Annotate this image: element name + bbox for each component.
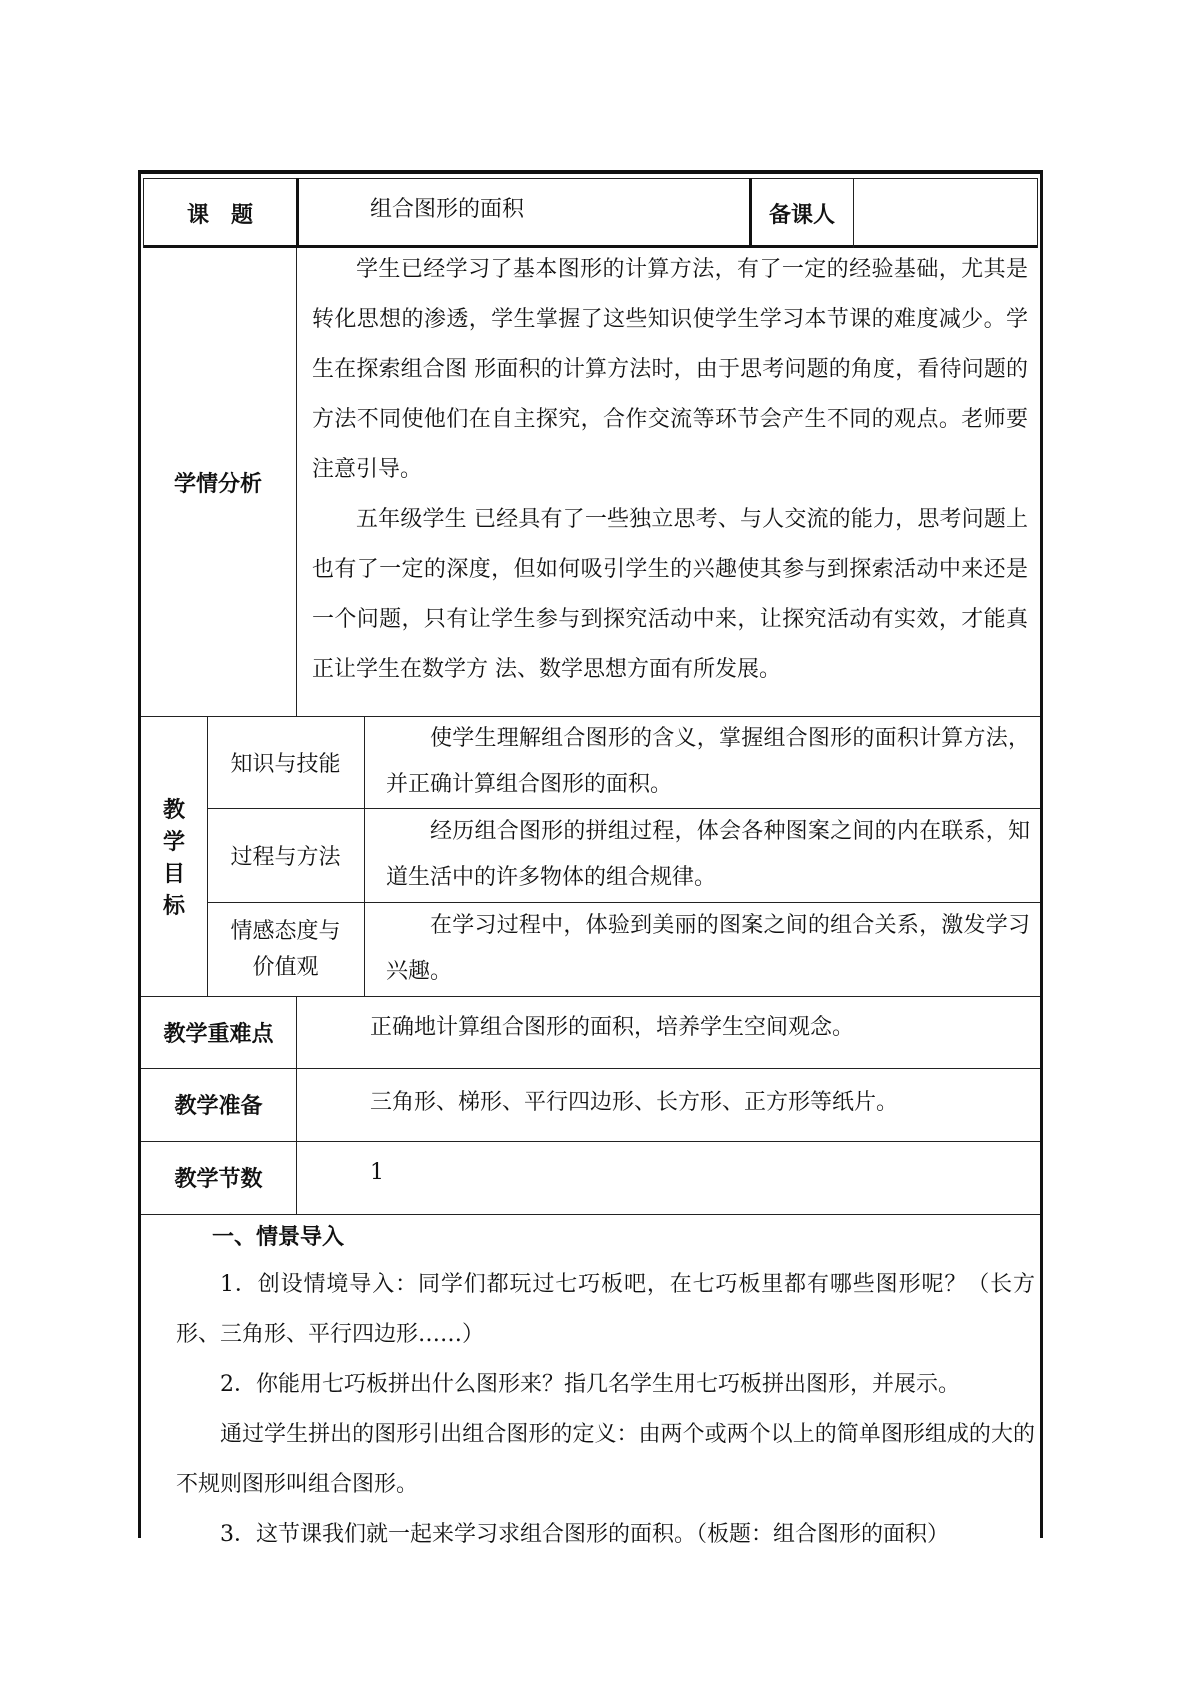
objective-attitude-text [386, 903, 1030, 996]
analysis-paragraph: 学生已经学习了基本图形的计算方法，有了一定的经验基础，尤其是转化思想的渗透，学生掌握了这些知识使学生学习本节课的难度减少。学生在探索组合图 形面积的计算方法时，由于思考问题的角度，看待问题的方法不同使他们在自主探究，合作交流等环节会产生不同的观点。老师要注意引导。 [312, 257, 1028, 482]
preparer-label: 备课人 [768, 202, 835, 228]
topic-value: 组合图形的面积 [370, 197, 525, 222]
learner-analysis-content [312, 245, 1028, 715]
objective-attitude-label-line: 情感态度与 [230, 918, 341, 944]
lower-divider [296, 996, 297, 1214]
process-item: 2．你能用七巧板拼出什么图形来？指几名学生用七巧板拼出图形，并展示。 [220, 1372, 960, 1397]
analysis-paragraph: 五年级学生 已经具有了一些独立思考、与人交流的能力，思考问题上也有了一定的深度，但如何吸引学生的兴趣使其参与到探索活动中来还是一个问题，只有让学生参与到探究活动中来，让探究活动有实效，才能真正让学生在数学方 法、数学思想方面有所发展。 [312, 507, 1028, 682]
header-inner-top-border [143, 178, 1038, 179]
objective-process-paragraph: 经历组合图形的拼组过程，体会各种图案之间的内在联系，知道生活中的许多物体的组合规律。 [386, 819, 1030, 890]
header-inner-right-border [1037, 178, 1038, 248]
preparation-value: 三角形、梯形、平行四边形、长方形、正方形等纸片。 [370, 1090, 899, 1115]
objectives-divider-2 [364, 716, 365, 996]
objective-attitude-paragraph: 在学习过程中，体验到美丽的图案之间的组合关系，激发学习兴趣。 [386, 913, 1030, 984]
header-divider-1 [296, 178, 299, 248]
objective-attitude-label [208, 903, 363, 996]
teaching-process [176, 1216, 1035, 1547]
objective-attitude-label-line: 价值观 [252, 954, 319, 980]
topic-label: 课 题 [186, 202, 253, 228]
objective-knowledge-paragraph: 使学生理解组合图形的含义，掌握组合图形的面积计算方法，并正确计算组合图形的面积。 [386, 726, 1030, 797]
objectives-label-char: 标 [162, 893, 185, 919]
header-inner-left-border [143, 178, 144, 248]
objective-process-text [386, 809, 1030, 902]
process-heading: 一、情景导入 [212, 1225, 345, 1250]
objective-process-label: 过程与方法 [230, 845, 341, 870]
objectives-label-char: 学 [162, 829, 185, 855]
analysis-divider [296, 248, 297, 716]
process-item: 3．这节课我们就一起来学习求组合图形的面积。（板题：组合图形的面积） [220, 1522, 949, 1547]
periods-bottom-border [141, 1214, 1040, 1215]
objective-knowledge-label: 知识与技能 [230, 751, 341, 777]
key-points-value: 正确地计算组合图形的面积，培养学生空间观念。 [370, 1015, 855, 1040]
key-points-label: 教学重难点 [163, 1021, 274, 1047]
objective-knowledge-text [386, 716, 1030, 808]
process-item: 通过学生拼出的图形引出组合图形的定义：由两个或两个以上的简单图形组成的大的不规则图形叫组合图形。 [176, 1422, 1035, 1497]
periods-label: 教学节数 [174, 1167, 263, 1192]
process-item: 1．创设情境导入：同学们都玩过七巧板吧，在七巧板里都有哪些图形呢？（长方形、三角形、平行四边形……） [176, 1272, 1035, 1347]
preparation-label: 教学准备 [174, 1094, 263, 1119]
periods-value: 1 [370, 1160, 384, 1185]
learner-analysis-label: 学情分析 [173, 471, 262, 497]
objectives-label-char: 目 [162, 861, 185, 887]
objectives-label-char: 教 [162, 797, 185, 823]
objectives-label [141, 716, 207, 996]
header-divider-3 [853, 178, 854, 248]
preparer-value [858, 192, 1028, 232]
